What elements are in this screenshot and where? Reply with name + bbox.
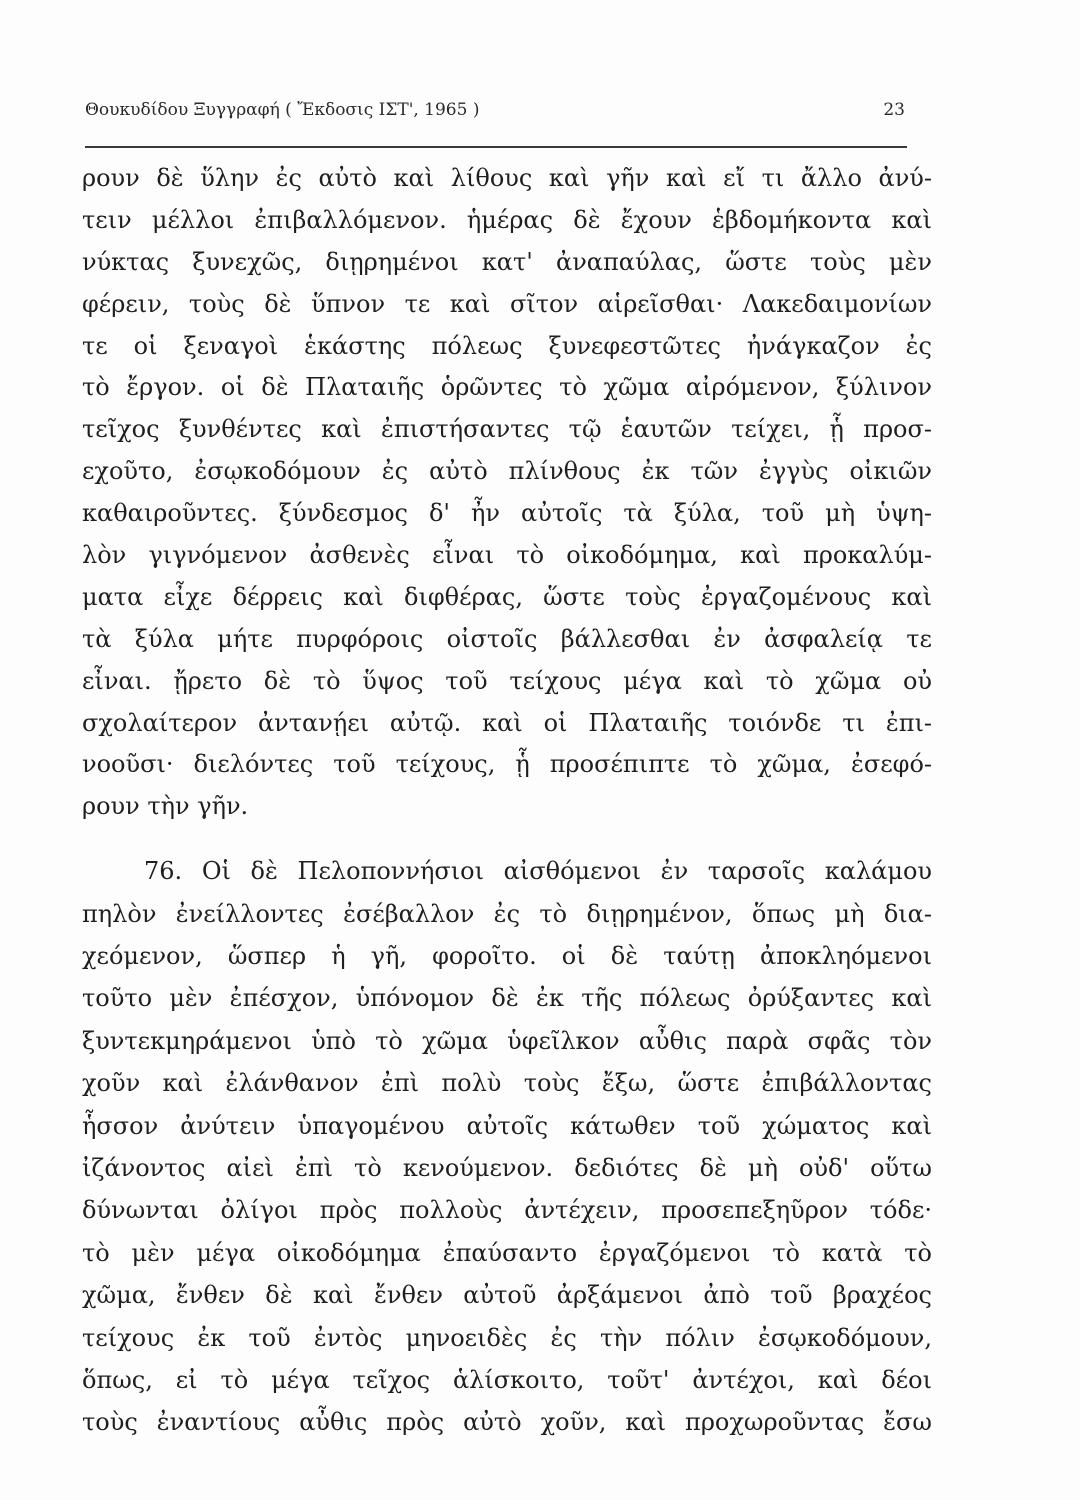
text-line: τεῖχος ξυνθέντες καὶ ἐπιστήσαντες τῷ ἑαυτῶν τείχει, ᾗ προσ- [82,415,932,444]
running-header [85,100,905,124]
text-line: χοῦν καὶ ἐλάνθανον ἐπὶ πολὺ τοὺς ἔξω, ὥστε ἐπιβάλλοντας [82,1069,932,1098]
text-line: νοοῦσι· διελόντες τοῦ τείχους, ᾗ προσέπιπτε τὸ χῶμα, ἐσεφό- [82,750,932,779]
text-line: φέρειν, τοὺς δὲ ὕπνον τε καὶ σῖτον αἱρεῖσθαι· Λακεδαιμονίων [82,289,932,318]
text-line: σχολαίτερον ἀντανῄει αὐτῷ. καὶ οἱ Πλαταιῆς τοιόνδε τι ἐπι- [82,708,932,737]
text-line: ξυντεκμηράμενοι ὑπὸ τὸ χῶμα ὑφεῖλκον αὖθις παρὰ σφᾶς τὸν [82,1026,932,1055]
text-line: εἶναι. ᾔρετο δὲ τὸ ὕψος τοῦ τείχους μέγα καὶ τὸ χῶμα οὐ [82,666,932,695]
section-line-76: 76. Οἱ δὲ Πελοποννήσιοι αἰσθόμενοι ἐν ταρσοῖς καλάμου [144,857,932,886]
text-line: τὰ ξύλα μήτε πυρφόροις οἰστοῖς βάλλεσθαι ἐν ἀσφαλείᾳ τε [82,624,932,653]
text-line: δύνωνται ὀλίγοι πρὸς πολλοὺς ἀντέχειν, προσεπεξηῦρον τόδε· [82,1196,932,1225]
text-line: καθαιροῦντες. ξύνδεσμος δ' ἦν αὐτοῖς τὰ ξύλα, τοῦ μὴ ὑψη- [82,499,932,528]
paragraph-2 [82,850,932,1443]
header-rule [85,146,907,148]
text-line: πηλὸν ἐνείλλοντες ἐσέβαλλον ἐς τὸ διῃρημένον, ὅπως μὴ δια- [82,899,932,928]
text-line: τε οἱ ξεναγοὶ ἑκάστης πόλεως ξυνεφεστῶτες ἠνάγκαζον ἐς [82,331,932,360]
text-line: ὅπως, εἰ τὸ μέγα τεῖχος ἁλίσκοιτο, τοῦτ' ἀντέχοι, καὶ δέοι [82,1365,932,1394]
text-line: ρουν τὴν γῆν. [82,792,249,821]
text-line: εχοῦτο, ἐσῳκοδόμουν ἐς αὐτὸ πλίνθους ἐκ τῶν ἐγγὺς οἰκιῶν [82,457,932,486]
text-line: ρουν δὲ ὕλην ἐς αὐτὸ καὶ λίθους καὶ γῆν καὶ εἴ τι ἄλλο ἀνύ- [82,164,932,192]
text-line: χεόμενον, ὥσπερ ἡ γῆ, φοροῖτο. οἱ δὲ ταύτῃ ἀποκληόμενοι [82,942,932,971]
text-line: ματα εἶχε δέρρεις καὶ διφθέρας, ὥστε τοὺς ἐργαζομένους καὶ [82,582,932,611]
text-line: τείχους ἐκ τοῦ ἐντὸς μηνοειδὲς ἐς τὴν πόλιν ἐσῳκοδόμουν, [82,1323,932,1352]
text-line: τειν μέλλοι ἐπιβαλλόμενον. ἡμέρας δὲ ἔχουν ἑβδομήκοντα καὶ [82,205,932,234]
text-line: τοῦτο μὲν ἐπέσχον, ὑπόνομον δὲ ἐκ τῆς πόλεως ὀρύξαντες καὶ [82,984,932,1013]
text-line: ἰζάνοντος αἰεὶ ἐπὶ τὸ κενούμενον. δεδιότες δὲ μὴ οὐδ' οὕτω [82,1153,932,1182]
running-title: Θουκυδίδου Ξυγγραφή ( Ἔκδοσις ΙΣΤ', 1965 ) [85,100,480,120]
body-text [82,158,932,1444]
text-line: τοὺς ἐναντίους αὖθις πρὸς αὐτὸ χοῦν, καὶ προχωροῦντας ἔσω [82,1408,932,1437]
text-line: τὸ ἔργον. οἱ δὲ Πλαταιῆς ὁρῶντες τὸ χῶμα αἰρόμενον, ξύλινον [82,373,932,402]
text-line: ἧσσον ἀνύτειν ὑπαγομένου αὐτοῖς κάτωθεν τοῦ χώματος καὶ [82,1111,932,1140]
text-line: λὸν γιγνόμενον ἀσθενὲς εἶναι τὸ οἰκοδόμημα, καὶ προκαλύμ- [82,541,932,570]
text-line: τὸ μὲν μέγα οἰκοδόμημα ἐπαύσαντο ἐργαζόμενοι τὸ κατὰ τὸ [82,1238,932,1267]
page-number: 23 [883,100,905,120]
paragraph-1 [82,158,932,828]
paragraph-gap [82,828,932,850]
text-line: νύκτας ξυνεχῶς, διῃρημένοι κατ' ἀναπαύλας, ὥστε τοὺς μὲν [82,247,932,276]
text-line: χῶμα, ἔνθεν δὲ καὶ ἔνθεν αὐτοῦ ἀρξάμενοι ἀπὸ τοῦ βραχέος [82,1281,932,1310]
